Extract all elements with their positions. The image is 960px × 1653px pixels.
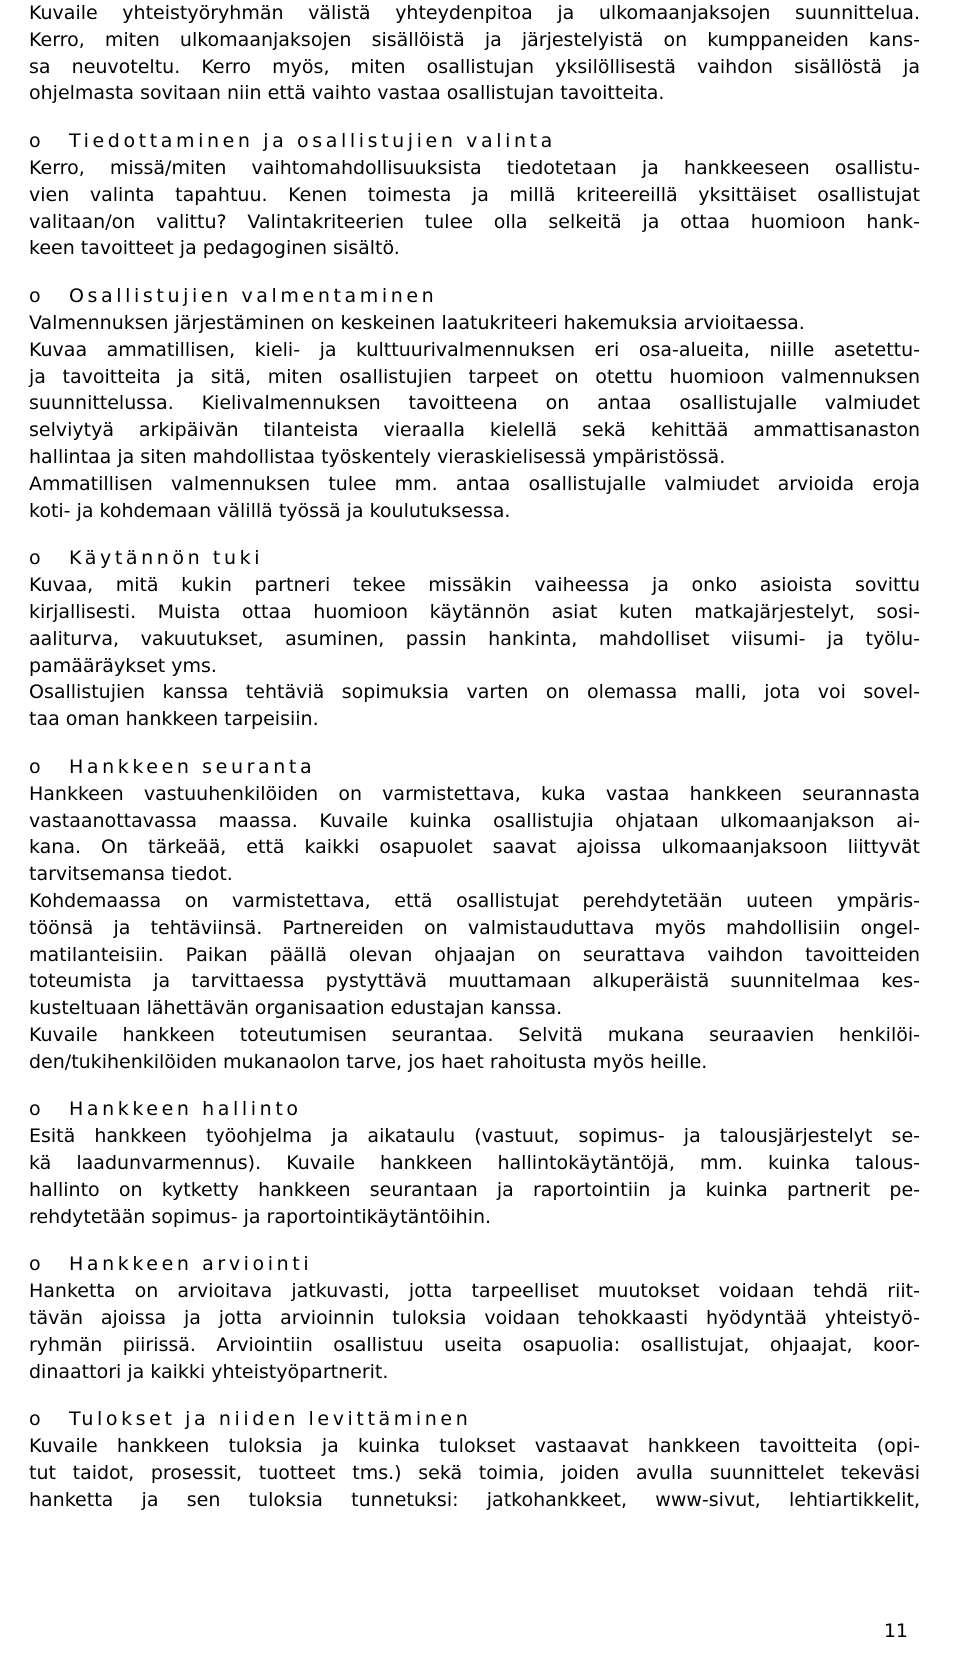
text-line: koti- ja kohdemaan välillä työssä ja koulutuksessa. <box>29 499 511 522</box>
text-line: aaliturva, vakuutukset, asuminen, passin hankinta, mahdolliset viisumi- ja työlu- <box>29 627 920 650</box>
bullet-icon: o <box>29 547 41 570</box>
text-line: hanketta ja sen tuloksia tunnetuksi: jatkohankkeet, www-sivut, lehtiartikkelit, <box>29 1488 920 1511</box>
bullet-icon: o <box>29 1253 41 1276</box>
section <box>29 1251 920 1385</box>
text-line: selviytyä arkipäivän tilanteista vieraalla kielellä sekä kehittää ammattisanaston <box>29 419 920 442</box>
section-body <box>29 310 920 524</box>
text-line: kusteltuaan lähettävän organisaation edustajan kanssa. <box>29 997 563 1020</box>
text-line: valitaan/on valittu? Valintakriteerien tulee olla selkeitä ja ottaa huomioon hank- <box>29 210 920 233</box>
section-heading-text: Käytännön tuki <box>69 547 264 570</box>
text-line: Ammatillisen valmennuksen tulee mm. antaa osallistujalle valmiudet arvioida eroja <box>29 472 920 495</box>
section-heading <box>29 1251 920 1278</box>
text-line: kä laadunvarmennus). Kuvaile hankkeen hallintokäytäntöjä, mm. kuinka talous- <box>29 1152 920 1175</box>
text-line: tut taidot, prosessit, tuotteet tms.) sekä toimia, joiden avulla suunnittelet tekeväsi <box>29 1462 920 1485</box>
section <box>29 545 920 733</box>
section <box>29 1096 920 1230</box>
text-line: Kohdemaassa on varmistettava, että osallistujat perehdytetään uuteen ympäris- <box>29 889 920 912</box>
section-heading-text: Hankkeen arviointi <box>69 1253 313 1276</box>
section-body <box>29 572 920 733</box>
section-body <box>29 1433 920 1513</box>
text-line: Hankkeen vastuuhenkilöiden on varmistettava, kuka vastaa hankkeen seurannasta <box>29 782 920 805</box>
text-line: taa oman hankkeen tarpeisiin. <box>29 708 319 731</box>
bullet-icon: o <box>29 755 41 778</box>
text-line: Kuvaile hankkeen toteutumisen seurantaa. Selvitä mukana seuraavien henkilöi- <box>29 1023 920 1046</box>
section <box>29 283 920 524</box>
section <box>29 754 920 1076</box>
text-line: Kuvaa, mitä kukin partneri tekee missäkin vaiheessa ja onko asioista sovittu <box>29 574 920 597</box>
sections-container <box>29 128 920 1513</box>
text-line: Valmennuksen järjestäminen on keskeinen laatukriteeri hakemuksia arvioitaessa. <box>29 311 805 334</box>
section <box>29 128 920 262</box>
section-heading-text: Tiedottaminen ja osallistujien valinta <box>69 130 556 153</box>
section-heading <box>29 283 920 310</box>
section-heading <box>29 1406 920 1433</box>
section-heading <box>29 128 920 155</box>
section-heading-text: Osallistujien valmentaminen <box>69 285 438 308</box>
text-line: ryhmän piirissä. Arviointiin osallistuu useita osapuolia: osallistujat, ohjaajat, koor- <box>29 1333 920 1356</box>
section-body <box>29 781 920 1076</box>
section-body <box>29 1123 920 1230</box>
text-line: Kuvaile hankkeen tuloksia ja kuinka tulokset vastaavat hankkeen tavoitteita (opi- <box>29 1435 920 1458</box>
text-line: Kerro, missä/miten vaihtomahdollisuuksista tiedotetaan ja hankkeeseen osallistu- <box>29 156 920 179</box>
text-line: matilanteisiin. Paikan päällä olevan ohjaajan on seurattava vaihdon tavoitteiden <box>29 943 920 966</box>
section-body <box>29 1278 920 1385</box>
text-line: ohjelmasta sovitaan niin että vaihto vastaa osallistujan tavoitteita. <box>29 82 665 105</box>
bullet-icon: o <box>29 1408 41 1431</box>
text-line: kirjallisesti. Muista ottaa huomioon käytännön asiat kuten matkajärjestelyt, sosi- <box>29 600 920 623</box>
text-line: töönsä ja tehtäviinsä. Partnereiden on valmistauduttava myös mahdollisiin ongel- <box>29 916 920 939</box>
section <box>29 1406 920 1513</box>
bullet-icon: o <box>29 1098 41 1121</box>
text-line: vastaanottavassa maassa. Kuvaile kuinka osallistujia ohjataan ulkomaanjakson ai- <box>29 809 920 832</box>
section-heading <box>29 1096 920 1123</box>
section-heading <box>29 545 920 572</box>
text-line: Osallistujien kanssa tehtäviä sopimuksia varten on olemassa malli, jota voi sovel- <box>29 681 920 704</box>
text-line: sa neuvoteltu. Kerro myös, miten osallistujan yksilöllisestä vaihdon sisällöstä ja <box>29 55 920 78</box>
text-line: vien valinta tapahtuu. Kenen toimesta ja millä kriteereillä yksittäiset osallistujat <box>29 183 920 206</box>
page-number: 11 <box>883 1620 908 1642</box>
section-heading <box>29 754 920 781</box>
text-line: ja tavoitteita ja sitä, miten osallistujien tarpeet on otettu huomioon valmennuksen <box>29 365 920 388</box>
section-heading-text: Tulokset ja niiden levittäminen <box>69 1408 472 1431</box>
text-line: suunnittelussa. Kielivalmennuksen tavoitteena on antaa osallistujalle valmiudet <box>29 392 920 415</box>
bullet-icon: o <box>29 130 41 153</box>
text-line: toteumista ja tarvittaessa pystyttävä muuttamaan alkuperäistä suunnitelmaa kes- <box>29 970 920 993</box>
text-line: den/tukihenkilöiden mukanaolon tarve, jos haet rahoitusta myös heille. <box>29 1050 708 1073</box>
text-line: Kerro, miten ulkomaanjaksojen sisällöistä ja järjestelyistä on kumppaneiden kans- <box>29 28 920 51</box>
section-heading-text: Hankkeen hallinto <box>69 1098 302 1121</box>
text-line: Hanketta on arvioitava jatkuvasti, jotta tarpeelliset muutokset voidaan tehdä riit- <box>29 1280 920 1303</box>
text-line: Kuvaa ammatillisen, kieli- ja kulttuurivalmennuksen eri osa-alueita, niille asetettu- <box>29 338 920 361</box>
text-line: rehdytetään sopimus- ja raportointikäytäntöihin. <box>29 1205 492 1228</box>
bullet-icon: o <box>29 285 41 308</box>
text-line: tarvitsemansa tiedot. <box>29 863 233 886</box>
text-line: tävän ajoissa ja jotta arvioinnin tuloksia voidaan tehokkaasti hyödyntää yhteistyö- <box>29 1307 920 1330</box>
text-line: pamääräykset yms. <box>29 654 217 677</box>
intro-paragraph <box>29 0 920 107</box>
section-heading-text: Hankkeen seuranta <box>69 755 316 778</box>
section-body <box>29 155 920 262</box>
text-line: keen tavoitteet ja pedagoginen sisältö. <box>29 237 400 260</box>
text-line: Esitä hankkeen työohjelma ja aikataulu (vastuut, sopimus- ja talousjärjestelyt se- <box>29 1125 920 1148</box>
text-line: hallintaa ja siten mahdollistaa työskentely vieraskielisessä ympäristössä. <box>29 445 726 468</box>
text-line: hallinto on kytketty hankkeen seurantaan ja raportointiin ja kuinka partnerit pe- <box>29 1178 920 1201</box>
text-line: kana. On tärkeää, että kaikki osapuolet saavat ajoissa ulkomaanjaksoon liittyvät <box>29 836 920 859</box>
text-line: dinaattori ja kaikki yhteistyöpartnerit. <box>29 1360 389 1383</box>
text-line: Kuvaile yhteistyöryhmän välistä yhteydenpitoa ja ulkomaanjaksojen suunnittelua. <box>29 2 920 24</box>
